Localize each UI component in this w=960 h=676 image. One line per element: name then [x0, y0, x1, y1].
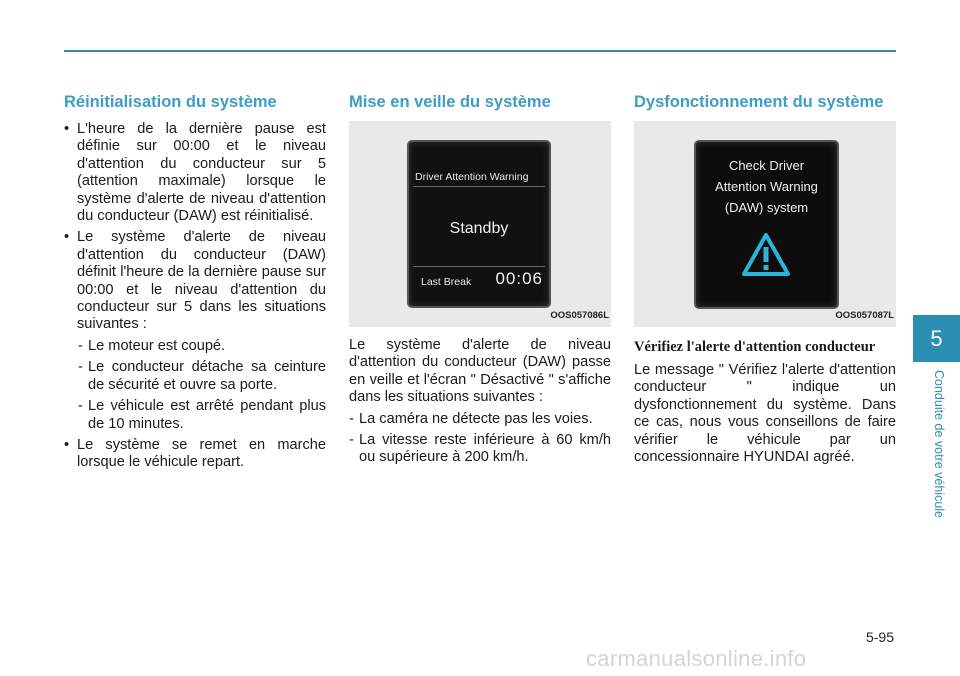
display-status: Standby [449, 220, 509, 237]
warning-line: Check Driver [728, 158, 805, 173]
watermark: carmanualsonline.info [586, 646, 807, 671]
column-reset [64, 94, 326, 476]
section-title-reset: Réinitialisation du système [64, 93, 277, 111]
figure-code: OOS057086L [550, 309, 609, 321]
figure-code: OOS057087L [835, 309, 894, 321]
section-title-malfunction: Dysfonctionnement du système [634, 93, 884, 111]
paragraph: Le système d'alerte de niveau d'attention du conducteur (DAW) passe en veille et l'écran " Désactivé " s'affiche dans les situations suivantes : [349, 337, 611, 406]
bullet-item: • Le système se remet en marche lorsque le véhicule repart. [64, 437, 326, 472]
bullet-item: • L'heure de la dernière pause est définie sur 00:00 et le niveau d'attention du conducteur sur 5 (attention maximale) lorsque le système d'alerte de niveau d'attention du conducteur (DAW) est réinitialisé. [64, 121, 326, 225]
dash-item: - Le moteur est coupé. [78, 337, 226, 354]
section-title-standby: Mise en veille du système [349, 93, 551, 111]
last-break-label: Last Break [421, 276, 472, 288]
chapter-tab: 5 [913, 315, 960, 362]
column-standby [349, 94, 611, 471]
dash-item: - La caméra ne détecte pas les voies. [349, 410, 593, 427]
dash-item: - Le conducteur détache sa ceinture de sécurité et ouvre sa porte. [78, 359, 326, 393]
last-break-time: 00:06 [495, 269, 543, 288]
warning-triangle-icon [741, 232, 791, 278]
paragraph: Le message " Vérifiez l'alerte d'attention conducteur " indique un dysfonctionnement du système. Dans ce cas, nous vous conseillons de faire vérifier le véhicule par un concessionnaire HYUNDAI agréé. [634, 362, 896, 466]
dash-item: - Le véhicule est arrêté pendant plus de 10 minutes. [78, 398, 326, 432]
cluster-display [407, 140, 551, 308]
bullet-item: • Le système d'alerte de niveau d'attention du conducteur (DAW) définit l'heure de la dernière pause sur 00:00 et le niveau d'attention du conducteur sur 5 dans les situations suivantes : [64, 229, 326, 333]
column-malfunction [634, 94, 896, 470]
divider [413, 266, 545, 267]
display-header: Driver Attention Warning [415, 171, 529, 183]
malfunction-display-figure [634, 121, 896, 327]
page-number: 5-95 [865, 629, 894, 645]
chapter-label: Conduite de votre véhicule [932, 370, 946, 519]
dash-item: - La vitesse reste inférieure à 60 km/h ou supérieure à 200 km/h. [349, 432, 611, 466]
warning-line: Attention Warning [715, 179, 818, 194]
standby-display-figure [349, 121, 611, 327]
subheading: Vérifiez l'alerte d'attention conducteur [634, 339, 876, 355]
cluster-display [694, 140, 839, 309]
divider [413, 186, 545, 187]
warning-line: (DAW) system [724, 200, 809, 215]
top-rule [64, 50, 896, 52]
